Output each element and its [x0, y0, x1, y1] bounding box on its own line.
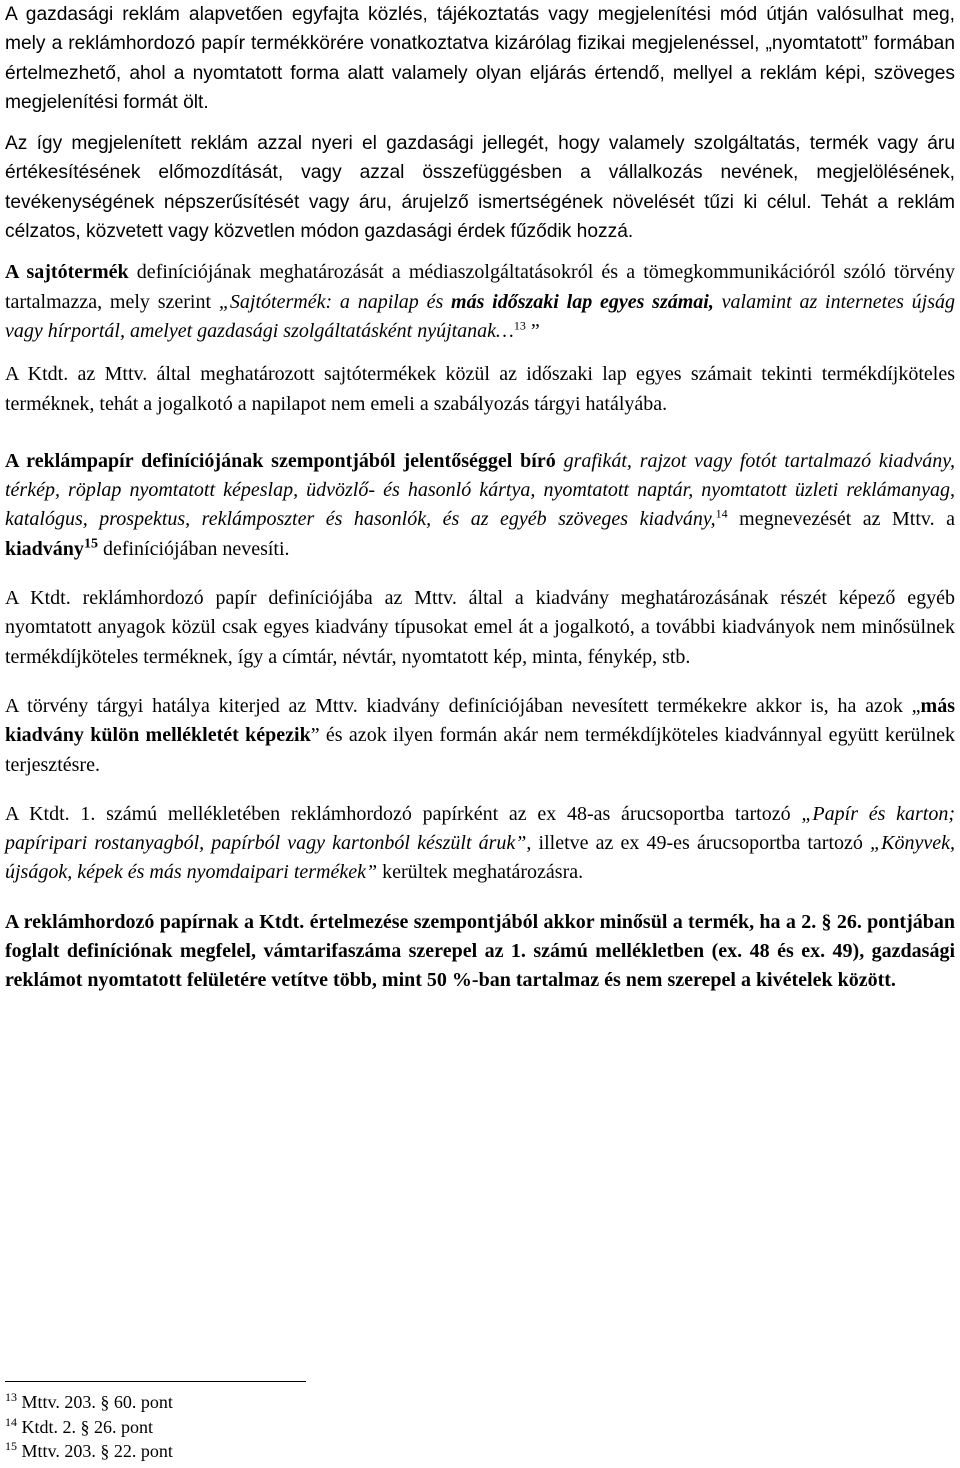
footnote-text: Mttv. 203. § 60. pont — [17, 1392, 173, 1412]
paragraph-gazdasagi-jelleg: Az így megjelenített reklám azzal nyeri el gazdasági jellegét, hogy valamely szolgáltatás, termék vagy áru értékesítésének előmozdítását, vagy azzal összefüggésben a vállalkozás nevének, megjelölésének, tevékenységének népszerűsítését vagy áru, árujelző ismertségének növelését tűzi ki célul. Tehát a reklám célzatos, közvetett vagy közvetlen módon gazdasági érdek fűződik hozzá. — [5, 133, 955, 243]
text-span: kerültek meghatározásra. — [377, 861, 584, 884]
text-span: A törvény tárgyi hatálya kiterjed az Mttv. kiadvány definíciójában nevesített termékekre akkor is, ha azok „ — [5, 694, 921, 717]
footnote-15 — [5, 1439, 605, 1464]
closing-quote: ” — [525, 319, 540, 342]
footnote-number: 15 — [5, 1439, 17, 1453]
quote-sajtotermek-cont: valamint az internetes újság vagy hírportál, amelyet gazdasági szolgáltatásként nyújtanak… — [5, 290, 956, 342]
footnote-number: 14 — [5, 1414, 17, 1429]
term-kiadvany: kiadvány — [5, 537, 84, 560]
paragraph-targyi-hataly — [5, 692, 955, 780]
footnote-separator — [5, 1381, 306, 1382]
heading-reklampapir: A reklámpapír definíciójának szempontjából jelentőséggel bíró — [5, 449, 556, 472]
paragraph-sajtotermek — [5, 258, 955, 346]
text-span: A Ktdt. 1. számú mellékletében reklámhordozó papírként az ex 48-as árucsoportba tartozó — [5, 802, 802, 825]
summary-bold-text: A reklámhordozó papírnak a Ktdt. értelmezése szempontjából akkor minősül a termék, ha a 2. § 26. pontjában foglalt definíciónak megfelel, vámtarifaszáma szerepel az 1. számú mellékletben (ex. 48 és ex. 49), gazdasági reklámot nyomtatott felületére vetítve több, mint 50 %-ban tartalmaz és nem szerepel a kivételek között. — [5, 910, 955, 992]
emphasis-idoszaki-lap: más időszaki lap egyes számai, — [451, 290, 714, 313]
document-page — [5, 0, 955, 996]
list-kiadvanyok: grafikát, rajzot vagy fotót tartalmazó kiadvány, térkép, röplap nyomtatott képeslap, üdvözlő- és hasonló kártya, nyomtatott naptár, nyomtatott üzleti reklámanyag, katalógus, prospektus, reklámposzter és hasonlók, és az egyéb szöveges kiadvány, — [5, 449, 955, 531]
paragraph-ktdt-definicio: A Ktdt. reklámhordozó papír definíciójába az Mttv. által a kiadvány meghatározásának részét képező egyéb nyomtatott anyagok közül csak egyes kiadvány típusokat emel át a jogalkotó, a további kiadványok nem minősülnek termékdíjköteles terméknek, így a címtár, névtár, nyomtatott kép, minta, fénykép, stb. — [5, 587, 955, 668]
footnote-14 — [5, 1415, 605, 1440]
paragraph-osszegzes — [5, 908, 955, 996]
footnote-ref-14[interactable]: 14 — [715, 506, 728, 521]
footnote-number: 13 — [5, 1390, 17, 1404]
footnote-ref-15[interactable]: 15 — [83, 536, 98, 552]
text-span: definíciójában nevesíti. — [97, 537, 290, 560]
text-span: megnevezését az Mttv. a — [727, 508, 955, 531]
emphasis-melleklet: más kiadvány külön mellékletét képezik — [5, 694, 955, 747]
footnotes — [5, 1381, 605, 1464]
footnote-text: Ktdt. 2. § 26. pont — [17, 1416, 154, 1437]
text-span: , illetve az ex 49-es árucsoportba tartozó — [526, 832, 871, 855]
quote-sajtotermek: „Sajtótermék: a napilap és — [218, 290, 452, 313]
quote-48-arucsoport: „Papír és karton; papíripari rostanyagból, papírból vagy kartonból készült áruk” — [5, 802, 955, 855]
footnote-13 — [5, 1390, 605, 1415]
text-span: ” és azok ilyen formán akár nem termékdíjköteles kiadvánnyal együtt kerülnek terjesztésre. — [5, 724, 955, 776]
footnote-text: Mttv. 203. § 22. pont — [17, 1441, 173, 1461]
paragraph-idoszaki-lap: A Ktdt. az Mttv. által meghatározott sajtótermékek közül az időszaki lap egyes számait tekinti termékdíjköteles terméknek, tehát a jogalkotó a napilapot nem emeli a szabályozás tárgyi hatályába. — [5, 363, 955, 415]
term-sajtotermek: A sajtótermék — [5, 261, 129, 284]
text-span: definíciójának meghatározását a médiaszolgáltatásokról és a tömegkommunikációról szóló törvény tartalmazza, mely szerint — [5, 261, 955, 313]
paragraph-arucsoportok — [5, 800, 955, 888]
paragraph-reklam-definicio: A gazdasági reklám alapvetően egyfajta közlés, tájékoztatás vagy megjelenítési mód útján valósulhat meg, mely a reklámhordozó papír termékkörére vonatkoztatva kizárólag fizikai megjelenéssel, „nyomtatott” formában értelmezhető, ahol a nyomtatott forma alatt valamely olyan eljárás értendő, mellyel a reklám képi, szöveges megjelenítési formát ölt. — [5, 4, 955, 113]
quote-49-arucsoport: „Könyvek, újságok, képek és más nyomdaipari termékek” — [5, 832, 955, 884]
paragraph-reklampapir — [5, 447, 955, 564]
footnote-ref-13[interactable]: 13 — [513, 318, 526, 333]
